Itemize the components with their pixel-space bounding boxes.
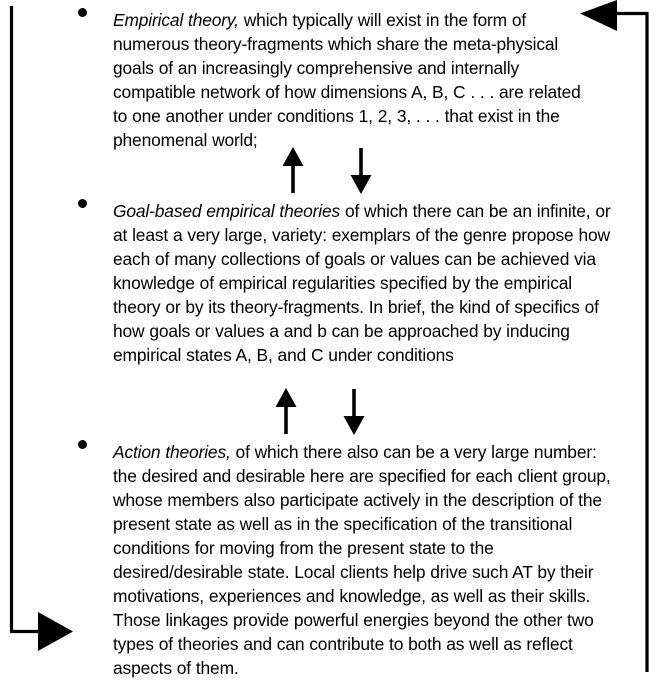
bullet-text bbox=[113, 440, 613, 680]
bullet-lead-italic: Action theories, bbox=[113, 442, 231, 462]
arrow-up-icon bbox=[276, 388, 297, 407]
bullet-body: which typically will exist in the form of numerous theory-fragments which share the meta-physical goals of an increasingly comprehensive and internally compatible network of how dimensions A, B, C . . . are related to one another under conditions 1, 2, 3, . . . that exist in the phenomenal world; bbox=[113, 10, 581, 150]
bullet-dot-icon bbox=[78, 199, 87, 208]
list-item-goal-based-empirical-theories bbox=[78, 199, 611, 367]
bullet-text bbox=[113, 199, 613, 367]
bullet-lead-italic: Goal-based empirical theories bbox=[113, 201, 341, 221]
arrow-right-icon bbox=[38, 612, 73, 651]
bullet-dot-icon bbox=[78, 440, 87, 449]
bullet-text bbox=[113, 8, 591, 152]
bullet-body: of which there can be an infinite, or at least a very large, variety: exemplars of the genre propose how each of many collections of goals or values can be achieved via knowledge of empirical regularities specified by the empirical theory or by its theory-fragments. In brief, the kind of specifics of how goals or values a and b can be approached by inducing empirical states A, B, and C under conditions bbox=[113, 201, 611, 365]
list-item-action-theories bbox=[78, 440, 611, 680]
arrow-down-icon bbox=[344, 416, 365, 435]
connector-arrow-pair-1 bbox=[282, 147, 382, 195]
bullet-dot-icon bbox=[78, 8, 87, 17]
list-item-empirical-theory bbox=[78, 8, 586, 152]
bullet-lead-italic: Empirical theory, bbox=[113, 10, 239, 30]
arrow-down-icon bbox=[351, 175, 372, 194]
bullet-body: of which there also can be a very large number: the desired and desirable here are specified for each client group, whose members also participate actively in the description of the present state as well as in the specification of the transitional conditions for moving from the present state to the desired/desirable state. Local clients help drive such AT by their motivations, experiences and knowledge, as well as their skills. Those linkages provide powerful energies beyond the other two types of theories and can contribute to both as well as reflect aspects of them. bbox=[113, 442, 611, 678]
connector-arrow-pair-2 bbox=[275, 388, 375, 436]
